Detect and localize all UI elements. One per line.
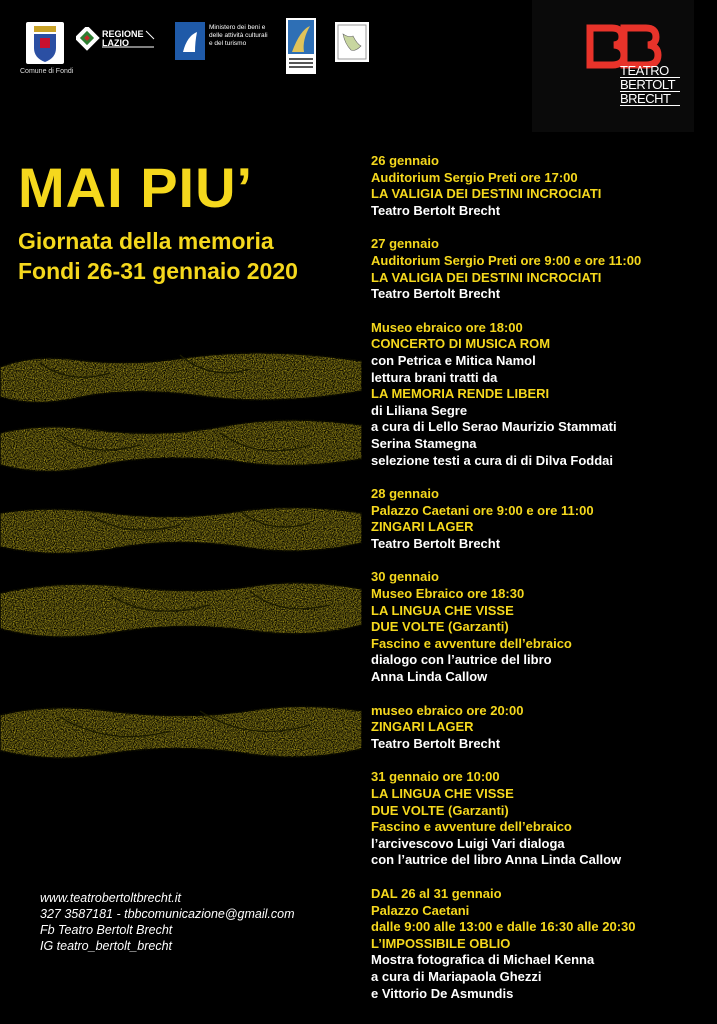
event-line: Palazzo Caetani [371, 902, 470, 918]
facebook-handle: Fb Teatro Bertolt Brecht [40, 923, 173, 937]
event-line: l’arcivescovo Luigi Vari dialoga [371, 835, 565, 851]
event-line: con Petrica e Mitica Namol [371, 352, 536, 368]
event-line: Teatro Bertolt Brecht [371, 202, 501, 218]
event-line: Auditorium Sergio Preti ore 17:00 [371, 169, 578, 185]
poster-title: MAI PIU’ [18, 156, 254, 219]
event-line: ZINGARI LAGER [371, 719, 474, 735]
event-line: LA VALIGIA DEI DESTINI INCROCIATI [371, 186, 602, 202]
contacts [40, 890, 295, 954]
event-line: Auditorium Sergio Preti ore 9:00 e ore 11:00 [371, 252, 642, 268]
comune-fondi-label: Comune di Fondi [20, 68, 74, 75]
comune-fondi-crest-icon [26, 22, 64, 64]
event-line: dialogo con l’autrice del libro [371, 652, 552, 668]
event-item [371, 236, 711, 302]
event-list [371, 153, 711, 1019]
event-line: Museo ebraico ore 18:00 [371, 319, 523, 335]
event-item [371, 320, 711, 469]
tbb-word-2: BERTOLT [620, 78, 680, 92]
parco-logo-icon [286, 18, 316, 74]
map-logo-icon [335, 22, 369, 62]
mibact-logo [175, 22, 271, 62]
event-item [371, 153, 711, 219]
tbb-word-1: TEATRO [620, 64, 680, 78]
poster-subtitle [18, 226, 298, 286]
event-line: museo ebraico ore 20:00 [371, 702, 524, 718]
event-line: DUE VOLTE (Garzanti) [371, 619, 509, 635]
subtitle-line-1: Giornata della memoria [18, 228, 274, 254]
event-line: LA LINGUA CHE VISSE [371, 786, 514, 801]
tbb-wordmark [620, 64, 690, 106]
event-line: selezione testi a cura di di Dilva Foddai [371, 452, 614, 468]
website-link[interactable]: www.teatrobertoltbrecht.it [40, 891, 182, 905]
mibact-text: Ministero dei beni e delle attività culturali e del turismo [209, 24, 268, 47]
rope-band-5 [0, 706, 362, 758]
rope-band-1 [0, 353, 362, 403]
event-line: LA LINGUA CHE VISSE [371, 602, 514, 618]
event-line: 30 gennaio [371, 569, 439, 585]
event-line: Anna Linda Callow [371, 669, 488, 685]
event-item [371, 486, 711, 552]
event-line: DAL 26 al 31 gennaio [371, 885, 502, 901]
event-item [371, 886, 711, 1002]
event-line: Teatro Bertolt Brecht [371, 535, 501, 551]
phone-email[interactable]: 327 3587181 - tbbcomunicazione@gmail.com [40, 907, 295, 921]
yellow-rope-artwork [0, 345, 362, 805]
event-line: DUE VOLTE (Garzanti) [371, 802, 509, 818]
event-item [371, 569, 711, 685]
event-line: Fascino e avventure dell’ebraico [371, 819, 572, 835]
event-line: 28 gennaio [371, 486, 439, 502]
rope-band-3 [0, 507, 362, 553]
event-line: a cura di Mariapaola Ghezzi [371, 968, 542, 984]
event-line: Museo Ebraico ore 18:30 [371, 586, 525, 602]
event-line: a cura di Lello Serao Maurizio Stammati [371, 419, 617, 435]
event-line: Serina Stamegna [371, 435, 477, 451]
event-line: lettura brani tratti da [371, 369, 498, 385]
event-line: Fascino e avventure dell’ebraico [371, 635, 572, 651]
event-item [371, 703, 711, 753]
event-line: Teatro Bertolt Brecht [371, 735, 501, 751]
event-line: LA MEMORIA RENDE LIBERI [371, 386, 550, 402]
regione-lazio-label: REGIONE LAZIO [102, 29, 144, 48]
event-line: di Liliana Segre [371, 402, 468, 418]
regione-lazio-logo [76, 27, 156, 51]
event-line: ZINGARI LAGER [371, 519, 474, 535]
teatro-bertolt-brecht-logo [532, 0, 694, 132]
tbb-word-3: BRECHT [620, 92, 680, 106]
instagram-handle: IG teatro_bertolt_brecht [40, 939, 173, 953]
subtitle-line-2: Fondi 26-31 gennaio 2020 [18, 258, 298, 284]
event-line: con l’autrice del libro Anna Linda Callow [371, 852, 622, 868]
event-line: CONCERTO DI MUSICA ROM [371, 336, 551, 352]
event-line: Mostra fotografica di Michael Kenna [371, 952, 595, 968]
event-line: LA VALIGIA DEI DESTINI INCROCIATI [371, 269, 602, 285]
event-line: L’IMPOSSIBILE OBLIO [371, 935, 511, 951]
event-line: Palazzo Caetani ore 9:00 e ore 11:00 [371, 502, 594, 518]
event-line: 31 gennaio ore 10:00 [371, 769, 500, 785]
event-line: e Vittorio De Asmundis [371, 985, 514, 1001]
event-item [371, 769, 711, 869]
event-line: dalle 9:00 alle 13:00 e dalle 16:30 alle 20:30 [371, 919, 636, 935]
event-line: 26 gennaio [371, 153, 439, 168]
event-line: 27 gennaio [371, 236, 439, 252]
event-line: Teatro Bertolt Brecht [371, 286, 501, 302]
